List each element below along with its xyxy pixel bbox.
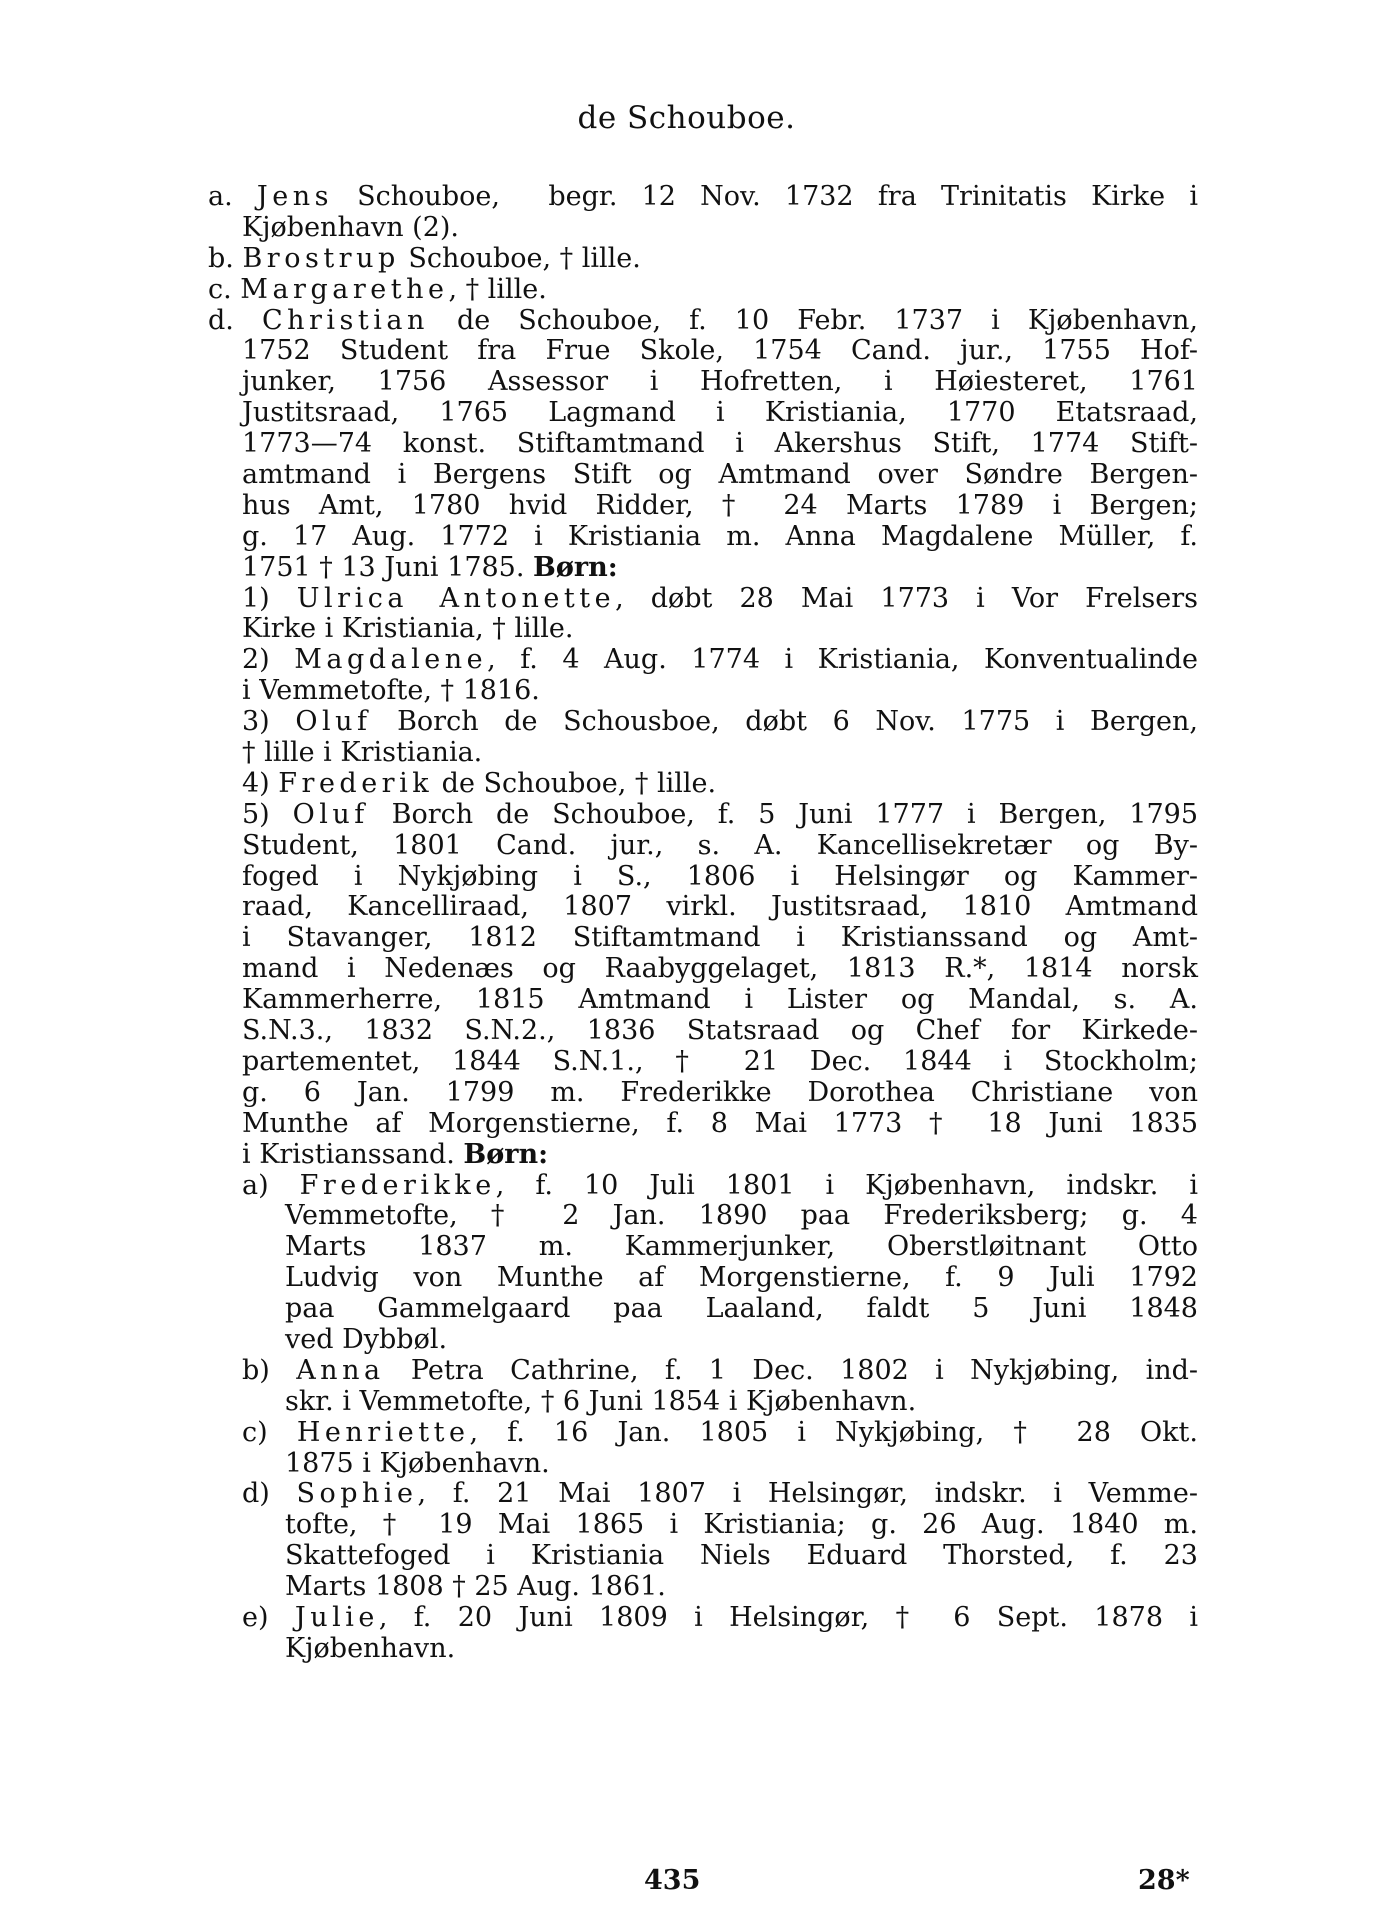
text-line [208, 831, 1198, 862]
text-line [208, 584, 1198, 615]
text-line [208, 707, 1198, 738]
text-run: de Schouboe, † lille. [433, 767, 717, 799]
text-line [208, 336, 1198, 367]
text-run: paa Gammelgaard paa Laaland, faldt 5 Juni 1848 [285, 1293, 1198, 1325]
text-run: i Stavanger, 1812 Stiftamtmand i Kristianssand og Amt- [242, 922, 1198, 954]
text-run: Schouboe, begr. 12 Nov. 1732 fra Trinitatis Kirke i [332, 181, 1198, 212]
genealogy-text [208, 182, 1198, 1665]
person-name: Frederikke [299, 1169, 496, 1201]
text-run: raad, Kancelliraad, 1807 virkl. Justitsraad, 1810 Amtmand [242, 891, 1198, 923]
text-line [208, 522, 1198, 553]
text-line [208, 645, 1198, 676]
text-line [208, 398, 1198, 429]
text-line [208, 1016, 1198, 1047]
text-run: a) [242, 1169, 300, 1201]
text-run: S.N.3., 1832 S.N.2., 1836 Statsraad og Chef for Kirkede- [242, 1015, 1198, 1047]
text-line [208, 1109, 1198, 1140]
text-line [208, 1479, 1198, 1510]
text-line [208, 1387, 1198, 1418]
children-heading: Børn: [463, 1138, 549, 1170]
text-run: hus Amt, 1780 hvid Ridder, † 24 Marts 1789 i Bergen; [242, 489, 1198, 521]
text-line [208, 367, 1198, 398]
text-run: , f. 4 Aug. 1774 i Kristiania, Konventualinde [487, 644, 1198, 676]
text-line [208, 769, 1198, 800]
text-run: Marts 1837 m. Kammerjunker, Oberstløitnant Otto [285, 1231, 1198, 1263]
text-line [208, 1510, 1198, 1541]
text-run: a. [208, 181, 257, 212]
person-name: Margarethe [240, 273, 449, 305]
text-line [208, 1634, 1198, 1665]
text-run: 1) [242, 582, 297, 614]
text-run: Schouboe, † lille. [399, 242, 641, 274]
person-name: Julie [294, 1601, 379, 1633]
text-line [208, 275, 1198, 306]
text-run: tofte, † 19 Mai 1865 i Kristiania; g. 26 Aug. 1840 m. [285, 1509, 1198, 1541]
text-run: Skattefoged i Kristiania Niels Eduard Thorsted, f. 23 [285, 1540, 1198, 1572]
text-run: 2) [242, 644, 295, 676]
person-name: Ulrica Antonette [296, 582, 616, 614]
text-run: de Schouboe, f. 10 Febr. 1737 i Kjøbenhavn, [428, 304, 1199, 336]
text-run: , f. 21 Mai 1807 i Helsingør, indskr. i Vemme- [417, 1478, 1198, 1510]
text-run: 1752 Student fra Frue Skole, 1754 Cand. jur., 1755 Hof- [242, 335, 1198, 367]
text-run: † lille i Kristiania. [242, 737, 483, 769]
text-run: i Kristianssand. [242, 1138, 464, 1170]
text-run: , f. 10 Juli 1801 i Kjøbenhavn, indskr. i [495, 1169, 1199, 1201]
text-line [208, 1572, 1198, 1603]
person-name: Brostrup [242, 242, 400, 274]
person-name: Anna [296, 1354, 385, 1386]
text-line [208, 800, 1198, 831]
text-line [208, 1047, 1198, 1078]
text-line [208, 1232, 1198, 1263]
text-line [208, 1541, 1198, 1572]
text-line [208, 429, 1198, 460]
text-line [208, 738, 1198, 769]
text-run: c) [242, 1416, 297, 1448]
text-run: 5) [242, 798, 293, 830]
text-line [208, 1171, 1198, 1202]
text-run: Munthe af Morgenstierne, f. 8 Mai 1773 † 18 Juni 1835 [242, 1107, 1198, 1139]
text-line [208, 1449, 1198, 1480]
person-name: Christian [261, 304, 429, 336]
text-run: Vemmetofte, † 2 Jan. 1890 paa Frederiksberg; g. 4 [285, 1200, 1198, 1232]
text-line [208, 1294, 1198, 1325]
text-line [208, 1140, 1198, 1171]
text-line [208, 306, 1198, 337]
text-run: 1751 † 13 Juni 1785. [242, 551, 534, 583]
text-line [208, 862, 1198, 893]
text-run: Kjøbenhavn (2). [242, 211, 459, 243]
text-run: amtmand i Bergens Stift og Amtmand over Søndre Bergen- [242, 459, 1198, 491]
text-run: ved Dybbøl. [285, 1323, 448, 1355]
signature-mark: 28* [1138, 1865, 1190, 1896]
text-run: i Vemmetofte, † 1816. [242, 675, 540, 707]
text-line [208, 1201, 1198, 1232]
text-run: c. [208, 273, 241, 305]
text-run: , † lille. [448, 273, 547, 305]
text-run: e) [242, 1601, 295, 1633]
text-run: mand i Nedenæs og Raabyggelaget, 1813 R.*, 1814 norsk [242, 953, 1198, 985]
text-run: 3) [242, 706, 296, 738]
person-name: Frederik [278, 767, 434, 799]
text-line [208, 460, 1198, 491]
text-run: 1773—74 konst. Stiftamtmand i Akershus Stift, 1774 Stift- [242, 428, 1198, 460]
text-run: Kammerherre, 1815 Amtmand i Lister og Mandal, s. A. [242, 984, 1198, 1016]
text-run: , døbt 28 Mai 1773 i Vor Frelsers [615, 582, 1199, 614]
text-run: Ludvig von Munthe af Morgenstierne, f. 9 Juli 1792 [285, 1262, 1198, 1294]
text-line [208, 1078, 1198, 1109]
text-line [208, 491, 1198, 522]
text-line [208, 954, 1198, 985]
text-line [208, 1418, 1198, 1449]
text-run: d) [242, 1478, 297, 1510]
person-name: Jens [256, 181, 333, 212]
text-line [208, 213, 1198, 244]
text-run: skr. i Vemmetofte, † 6 Juni 1854 i Kjøbenhavn. [285, 1385, 917, 1417]
text-run: foged i Nykjøbing i S., 1806 i Helsingør og Kammer- [242, 860, 1198, 892]
text-line [208, 1263, 1198, 1294]
person-name: Oluf [295, 706, 372, 738]
text-line [208, 985, 1198, 1016]
text-run: Kirke i Kristiania, † lille. [242, 613, 574, 645]
page-number: 435 [644, 1865, 701, 1896]
text-run: junker, 1756 Assessor i Hofretten, i Høiesteret, 1761 [242, 366, 1198, 398]
text-line [208, 614, 1198, 645]
person-name: Henriette [296, 1416, 470, 1448]
text-run: Student, 1801 Cand. jur., s. A. Kancellisekretær og By- [242, 829, 1198, 861]
children-heading: Børn: [533, 551, 618, 583]
text-line [208, 676, 1198, 707]
text-line [208, 923, 1198, 954]
person-name: Oluf [292, 798, 369, 830]
text-run: b) [242, 1354, 297, 1386]
page-title: de Schouboe. [577, 100, 796, 136]
text-run: Petra Cathrine, f. 1 Dec. 1802 i Nykjøbing, ind- [384, 1354, 1198, 1386]
text-run: g. 6 Jan. 1799 m. Frederikke Dorothea Christiane von [242, 1076, 1198, 1108]
text-line [208, 1325, 1198, 1356]
text-run: g. 17 Aug. 1772 i Kristiania m. Anna Magdalene Müller, f. [242, 520, 1198, 552]
text-run: Marts 1808 † 25 Aug. 1861. [285, 1571, 666, 1603]
text-run: d. [208, 304, 262, 336]
text-line [208, 182, 1198, 213]
text-run: , f. 16 Jan. 1805 i Nykjøbing, † 28 Okt. [469, 1416, 1198, 1448]
text-line [208, 1356, 1198, 1387]
text-run: 4) [242, 767, 279, 799]
text-line [208, 892, 1198, 923]
text-run: Justitsraad, 1765 Lagmand i Kristiania, 1770 Etatsraad, [242, 397, 1198, 429]
text-run: 1875 i Kjøbenhavn. [285, 1447, 550, 1479]
text-run: Borch de Schousboe, døbt 6 Nov. 1775 i Bergen, [371, 706, 1198, 738]
text-run: partementet, 1844 S.N.1., † 21 Dec. 1844 i Stockholm; [242, 1045, 1198, 1077]
person-name: Sophie [296, 1478, 418, 1510]
text-run: Borch de Schouboe, f. 5 Juni 1777 i Bergen, 1795 [368, 798, 1199, 830]
text-line [208, 553, 1198, 584]
text-line [208, 244, 1198, 275]
text-run: , f. 20 Juni 1809 i Helsingør, † 6 Sept. 1878 i [378, 1601, 1198, 1633]
text-run: Kjøbenhavn. [285, 1632, 456, 1664]
text-line [208, 1603, 1198, 1634]
text-run: b. [208, 242, 243, 274]
person-name: Magdalene [294, 644, 488, 676]
